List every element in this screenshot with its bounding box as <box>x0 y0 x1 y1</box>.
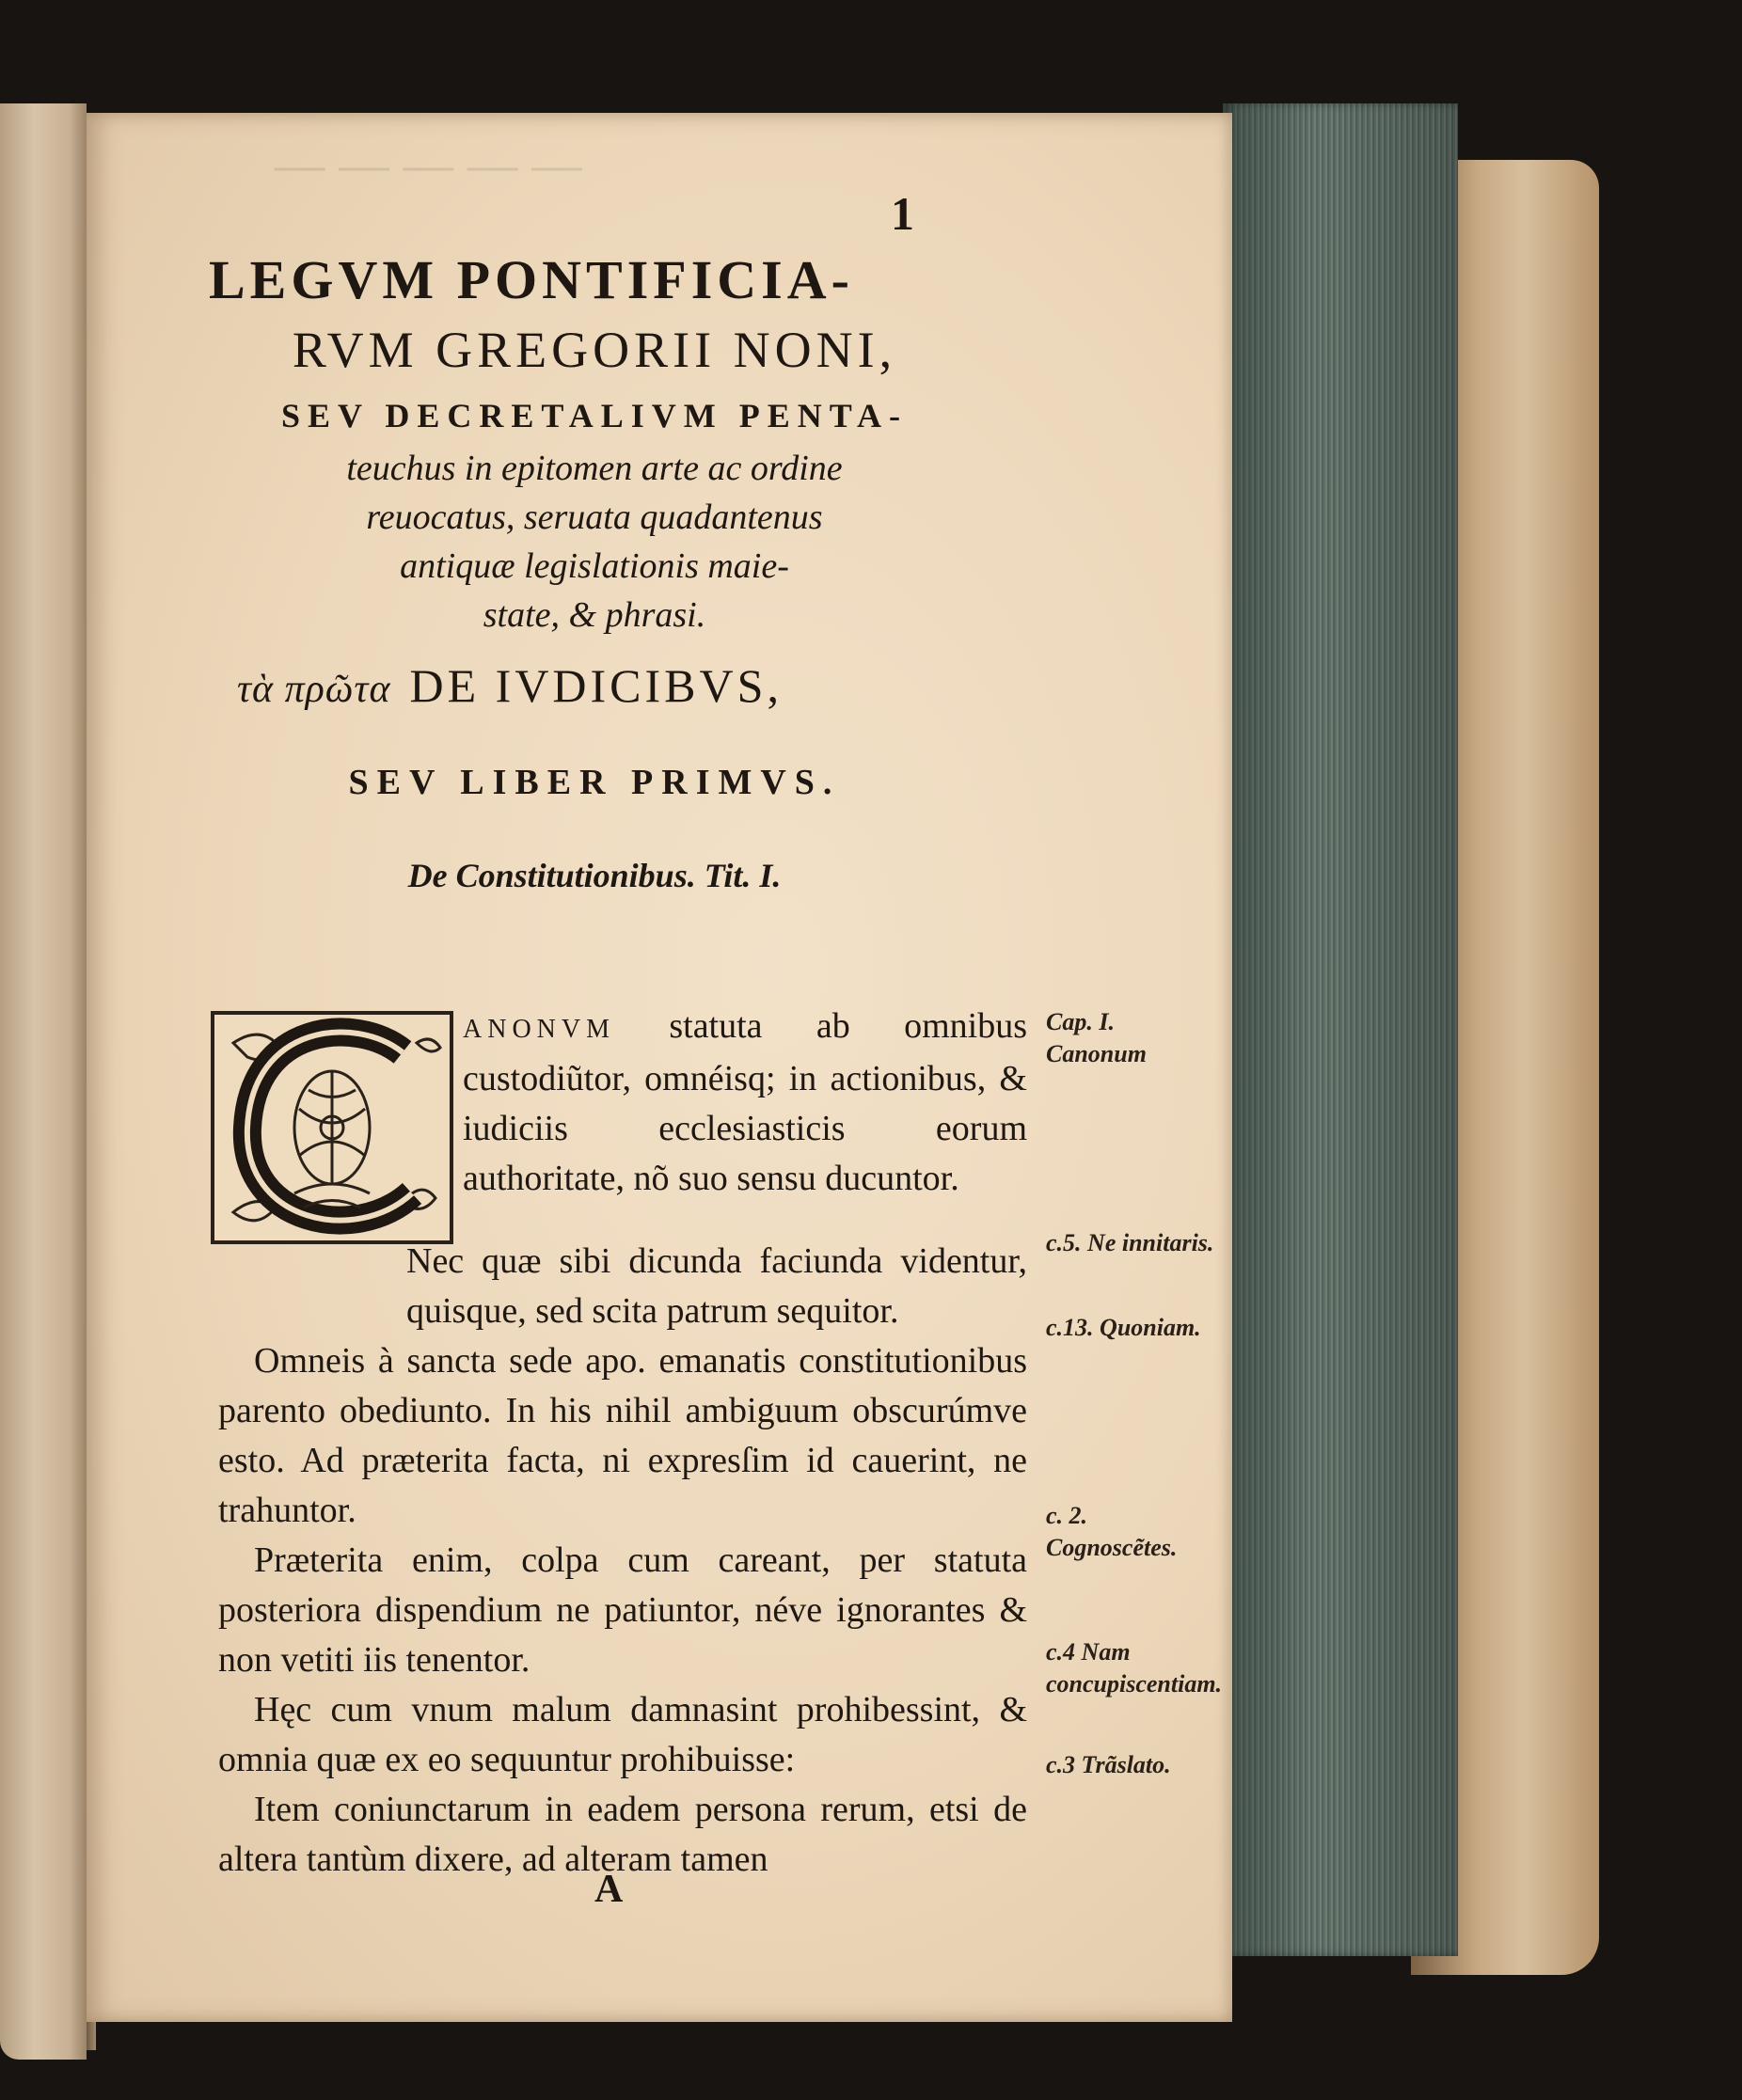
section-heading <box>237 658 990 713</box>
liber-heading: SEV LIBER PRIMVS. <box>348 763 841 802</box>
paragraph-5: Item coniunctarum in eadem persona rerum, etsi de altera tantùm dixere, ad alteram tamen <box>218 1790 1027 1879</box>
paragraph-2: Omneis à sancta sede apo. emanatis constitutionibus parento obediunto. In his nihil ambiguum obscurúmve esto. Ad præterita facta, ni expresſim id cauerint, ne trahuntor. <box>218 1341 1027 1530</box>
decorated-initial-c <box>211 1011 453 1244</box>
margin-note: c.4 Nam concupiscentiam. <box>1046 1638 1223 1697</box>
title-line-6: antiquæ legislationis maie- <box>400 546 789 586</box>
paragraph-4: Hęc cum vnum malum damnasint prohibessint, & omnia quæ ex eo sequuntur prohibuisse: <box>218 1690 1027 1779</box>
page-content <box>87 113 1232 2022</box>
margin-note: c. 2. Cognoscẽtes. <box>1046 1502 1178 1561</box>
book-title <box>181 245 1008 639</box>
greek-phrase: τὰ πρῶτα <box>237 668 391 711</box>
left-page-edge <box>0 103 87 2060</box>
title-line-2: RVM GREGORII NONI, <box>292 322 897 378</box>
margin-note: c.13. Quoniam. <box>1046 1314 1201 1341</box>
margin-note: c.5. Ne innitaris. <box>1046 1229 1214 1256</box>
signature-mark: A <box>594 1868 624 1911</box>
opening-text: statuta ab omnibus custodiũtor, omnéisq; in actionibus, & iudiciis ecclesiasticis eorum authoritate, nõ suo sensu ducuntor. <box>463 1006 1027 1198</box>
body-text <box>218 1237 1027 1885</box>
titulus-heading: De Constitutionibus. Tit. I. <box>407 857 782 894</box>
title-line-1: LEGVM PONTIFICIA- <box>209 249 854 310</box>
opening-smallcaps: ANONVM <box>463 1015 615 1044</box>
folio-number: 1 <box>891 187 914 240</box>
paragraph-3: Præterita enim, colpa cum careant, per statuta posteriora dispendium ne patiuntor, néve ignorantes & non vetiti iis tenentor. <box>218 1540 1027 1680</box>
title-line-7: state, & phrasi. <box>483 595 706 635</box>
paragraph-1: Nec quæ sibi dicunda faciunda videntur, quisque, sed scita patrum sequitor. <box>406 1241 1027 1331</box>
show-through-decoration: — — — — — <box>275 133 582 195</box>
opening-paragraph <box>463 1002 1027 1204</box>
title-line-3: SEV DECRETALIVM PENTA- <box>280 397 909 434</box>
title-line-4: teuchus in epitomen arte ac ordine <box>346 449 843 488</box>
margin-note: Cap. I. Canonum <box>1046 1008 1147 1067</box>
margin-note: c.3 Trãslato. <box>1046 1751 1171 1778</box>
fore-edge-shade <box>1223 103 1458 1956</box>
initial-ornament-icon <box>214 1015 450 1240</box>
heading-latin: DE IVDICIBVS, <box>409 659 783 712</box>
title-line-5: reuocatus, seruata quadantenus <box>366 497 823 537</box>
